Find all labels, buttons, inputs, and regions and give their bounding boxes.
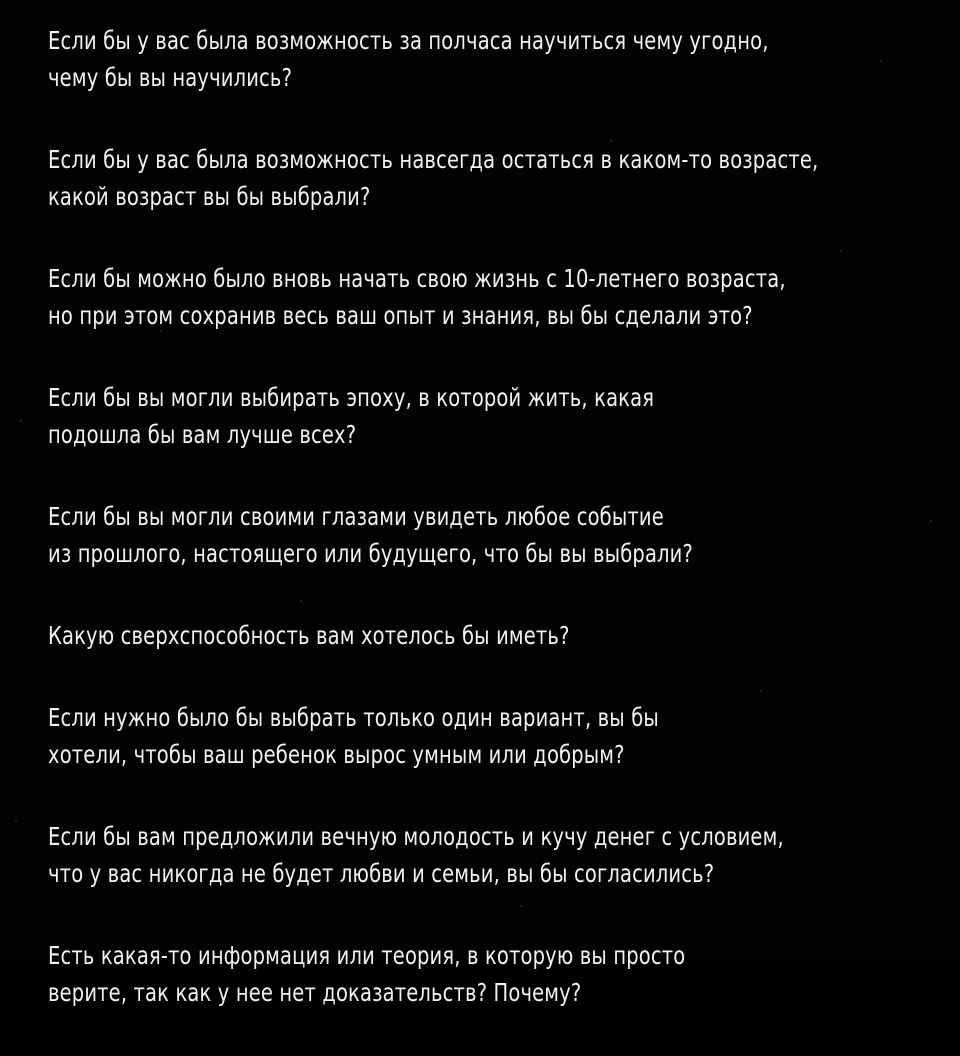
question-item bbox=[48, 818, 938, 892]
question-item bbox=[48, 141, 938, 215]
question-item bbox=[48, 937, 938, 1011]
question-line: Если бы у вас была возможность навсегда остаться в каком-то возрасте, bbox=[48, 145, 819, 174]
question-line: какой возраст вы бы выбрали? bbox=[48, 182, 371, 211]
question-line: Если бы у вас была возможность за полчаса научиться чему угодно, bbox=[48, 26, 769, 55]
question-line: верите, так как у нее нет доказательств? Почему? bbox=[48, 978, 582, 1007]
question-item bbox=[48, 260, 938, 334]
question-line: из прошлого, настоящего или будущего, что бы вы выбрали? bbox=[48, 539, 694, 568]
question-item bbox=[48, 617, 938, 654]
question-line: хотели, чтобы ваш ребенок вырос умным или добрым? bbox=[48, 740, 625, 769]
question-item bbox=[48, 379, 938, 453]
question-line: Есть какая-то информация или теория, в которую вы просто bbox=[48, 941, 686, 970]
question-line: Какую сверхспособность вам хотелось бы иметь? bbox=[48, 621, 570, 650]
question-line: что у вас никогда не будет любви и семьи, вы бы согласились? bbox=[48, 859, 715, 888]
question-line: Если нужно было бы выбрать только один вариант, вы бы bbox=[48, 703, 659, 732]
question-line: но при этом сохранив весь ваш опыт и знания, вы бы сделали это? bbox=[48, 301, 753, 330]
question-line: Если бы вы могли своими глазами увидеть любое событие bbox=[48, 502, 664, 531]
noise-dot bbox=[15, 820, 17, 822]
question-line: Если бы вам предложили вечную молодость и кучу денег с условием, bbox=[48, 822, 784, 851]
question-line: Если бы вы могли выбирать эпоху, в которой жить, какая bbox=[48, 383, 655, 412]
question-line: чему бы вы научились? bbox=[48, 63, 293, 92]
question-item bbox=[48, 699, 938, 773]
question-item bbox=[48, 498, 938, 572]
question-line: подошла бы вам лучше всех? bbox=[48, 420, 357, 449]
question-item bbox=[48, 22, 938, 96]
question-line: Если бы можно было вновь начать свою жизнь с 10-летнего возраста, bbox=[48, 264, 786, 293]
noise-dot bbox=[20, 420, 22, 422]
question-list bbox=[48, 22, 938, 1056]
